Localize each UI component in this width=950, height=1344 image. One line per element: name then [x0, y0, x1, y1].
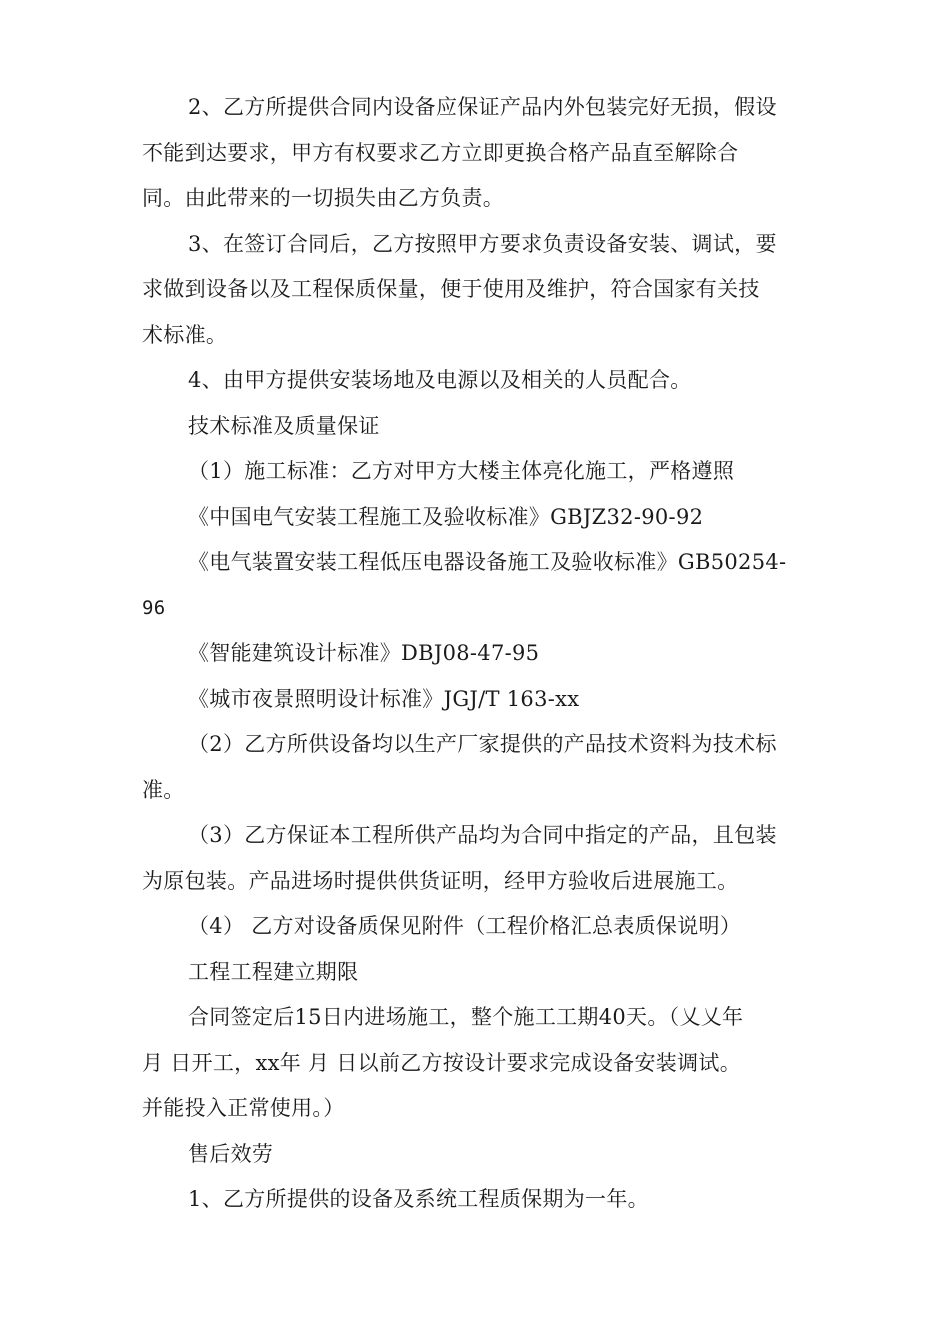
standard-jgj-t-163: 《城市夜景照明设计标准》JGJ/T 163-xx — [188, 687, 580, 711]
after-sales-item-1: 1、乙方所提供的设备及系统工程质保期为一年。 — [188, 1187, 649, 1211]
paragraph-2-line-2: 不能到达要求，甲方有权要求乙方立即更换合格产品直至解除合 — [142, 141, 739, 165]
schedule-line-1: 合同签定后15日内进场施工，整个施工工期40天。（乂乂年 — [188, 1005, 744, 1029]
section-heading-tech-standards: 技术标准及质量保证 — [188, 414, 380, 438]
schedule-line-3: 并能投入正常使用。） — [142, 1096, 345, 1120]
paragraph-3-line-1: 3、在签订合同后，乙方按照甲方要求负责设备安装、调试，要 — [188, 232, 777, 256]
schedule-line-2: 月 日开工，xx年 月 日以前乙方按设计要求完成设备安装调试。 — [142, 1051, 742, 1075]
paragraph-2-line-1: 2、乙方所提供合同内设备应保证产品内外包装完好无损，假设 — [188, 95, 777, 119]
item-3-line-1: （3）乙方保证本工程所供产品均为合同中指定的产品，且包装 — [188, 823, 777, 847]
paragraph-2-line-3: 同。由此带来的一切损失由乙方负责。 — [142, 186, 505, 210]
standard-gbjz32: 《中国电气安装工程施工及验收标准》GBJZ32-90-92 — [188, 505, 704, 529]
paragraph-3-line-2: 求做到设备以及工程保质保量，便于使用及维护，符合国家有关技 — [142, 277, 760, 301]
standard-gb50254-line-2: 96 — [142, 597, 166, 619]
paragraph-4: 4、由甲方提供安装场地及电源以及相关的人员配合。 — [188, 368, 692, 392]
item-4: （4） 乙方对设备质保见附件（工程价格汇总表质保说明） — [188, 914, 742, 938]
standard-gb50254-line-1: 《电气装置安装工程低压电器设备施工及验收标准》GB50254- — [188, 550, 787, 574]
item-3-line-2: 为原包装。产品进场时提供供货证明，经甲方验收后进展施工。 — [142, 869, 739, 893]
item-1-construction-standard: （1）施工标准：乙方对甲方大楼主体亮化施工，严格遵照 — [188, 459, 735, 483]
section-heading-after-sales: 售后效劳 — [188, 1142, 274, 1166]
paragraph-3-line-3: 术标准。 — [142, 323, 228, 347]
standard-dbj08: 《智能建筑设计标准》DBJ08-47-95 — [188, 641, 540, 665]
item-2-line-2: 准。 — [142, 778, 185, 802]
item-2-line-1: （2）乙方所供设备均以生产厂家提供的产品技术资料为技术标 — [188, 732, 777, 756]
section-heading-schedule: 工程工程建立期限 — [188, 960, 359, 984]
